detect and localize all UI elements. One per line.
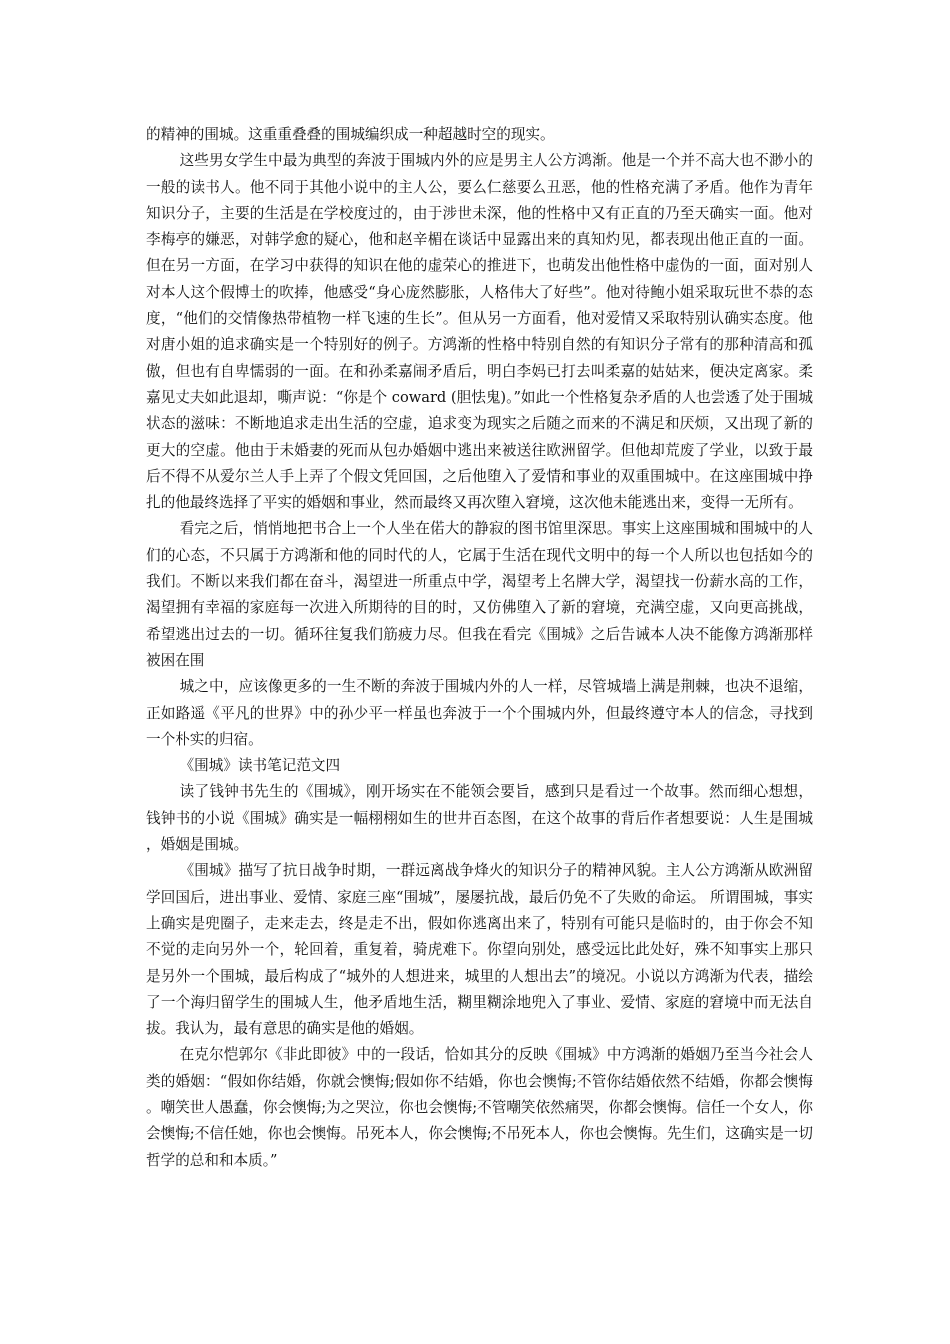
section-heading: 《围城》读书笔记范文四 xyxy=(179,757,341,775)
paragraph-intro: 读了钱钟书先生的《围城》，刚开场实在不能领会要旨，感到只是看过一个故事。然而细心想想，钱钟书的小说《围城》确实是一幅栩栩如生的世井百态图，在这个故事的背后作者想要说：人生是围城，婚姻是围城。 xyxy=(146,783,813,854)
paragraph-fang-hongjian-character: 这些男女学生中最为典型的奔波于围城内外的应是男主人公方鸿渐。他是一个并不高大也不渺小的一般的读书人。他不同于其他小说中的主人公，要么仁慈要么丑恶，他的性格充满了矛盾。他作为青年知识分子，主要的生活是在学校度过的，由于涉世未深，他的性格中又有正直的乃至天确实一面。他对李梅亭的嫌恶，对韩学愈的疑心，他和赵辛楣在谈话中显露出来的真知灼见，都表现出他正直的一面。但在另一方面，在学习中获得的知识在他的虚荣心的推进下，也萌发出他性格中虚伪的一面，面对别人对本人这个假博士的吹捧，他感受“身心庞然膨胀，人格伟大了好些”。他对待鲍小姐采取玩世不恭的态度，“他们的交情像热带植物一样飞速的生长”。但从另一方面看，他对爱情又采取特别认确实态度。他对唐小姐的追求确实是一个特别好的例子。方鸿渐的性格中特别自然的有知识分子常有的那种清高和孤傲，但也有自卑懦弱的一面。在和孙柔嘉闹矛盾后，明白李妈已打去叫柔嘉的姑姑来，便决定离家。柔嘉见丈夫如此退却，嘶声说：“你是个 coward (胆怯鬼)。”如此一个性格复杂矛盾的人也尝透了处于围城状态的滋味：不断地追求走出生活的空虚，追求变为现实之后随之而来的不满足和厌烦，又出现了新的更大的空虚。他由于未婚妻的死而从包办婚姻中逃出来被送往欧洲留学。但他却荒废了学业，以致于最后不得不从爱尔兰人手上弄了个假文凭回国，之后他堕入了爱情和事业的双重围城中。在这座围城中挣扎的他最终选择了平实的婚姻和事业，然而最终又再次堕入窘境，这次他未能逃出来，变得一无所有。 xyxy=(146,152,813,512)
paragraph-reflection: 看完之后，悄悄地把书合上一个人坐在偌大的静寂的图书馆里深思。事实上这座围城和围城中的人们的心态，不只属于方鸿渐和他的同时代的人，它属于生活在现代文明中的每一个人所以也包括如今的我们。不断以来我们都在奋斗，渴望进一所重点中学，渴望考上名牌大学，渴望找一份薪水高的工作，渴望拥有幸福的家庭每一次进入所期待的目的时，又仿佛堕入了新的窘境，充满空虚，又向更高挑战，希望逃出过去的一切。循环往复我们筋疲力尽。但我在看完《围城》之后告诫本人决不能像方鸿渐那样被困在围 xyxy=(146,520,813,669)
paragraph-reflection-continued: 城之中，应该像更多的一生不断的奔波于围城内外的人一样，尽管城墙上满是荆棘，也决不退缩，正如路遥《平凡的世界》中的孙少平一样虽也奔波于一个个围城内外，但最终遵守本人的信念，寻找到一个朴实的归宿。 xyxy=(146,678,813,748)
paragraph-summary: 《围城》描写了抗日战争时期，一群远离战争烽火的知识分子的精神风貌。主人公方鸿渐从欧洲留学回国后，进出事业、爱情、家庭三座“围城”，屡屡抗战，最后仍免不了失败的命运。 所谓围城，事实上确实是兜圈子，走来走去，终是走不出，假如你逃离出来了，特别有可能只是临时的，由于你会不知不觉的走向另外一个，轮回着，重复着，骑虎难下。你望向别处，感受远比此处好，殊不知事实上那只是另外一个围城，最后构成了“城外的人想进来，城里的人想出去”的境况。小说以方鸿渐为代表，描绘了一个海归留学生的围城人生，他矛盾地生活，糊里糊涂地兜入了事业、爱情、家庭的窘境中而无法自拔。我认为，最有意思的确实是他的婚姻。 xyxy=(146,862,813,1038)
paragraph-quote: 在克尔恺郭尔《非此即彼》中的一段话，恰如其分的反映《围城》中方鸿渐的婚姻乃至当今社会人类的婚姻：“假如你结婚，你就会懊悔;假如你不结婚，你也会懊悔;不管你结婚依然不结婚，你都会懊悔。嘲笑世人愚蠢，你会懊悔;为之哭泣，你也会懊悔;不管嘲笑依然痛哭，你都会懊悔。信任一个女人，你会懊悔;不信任她，你也会懊悔。吊死本人，你会懊悔;不吊死本人，你也会懊悔。先生们，这确实是一切哲学的总和和本质。” xyxy=(146,1046,813,1169)
body-text xyxy=(146,122,813,1174)
paragraph-continuation: 的精神的围城。这重重叠叠的围城编织成一种超越时空的现实。 xyxy=(146,126,555,143)
